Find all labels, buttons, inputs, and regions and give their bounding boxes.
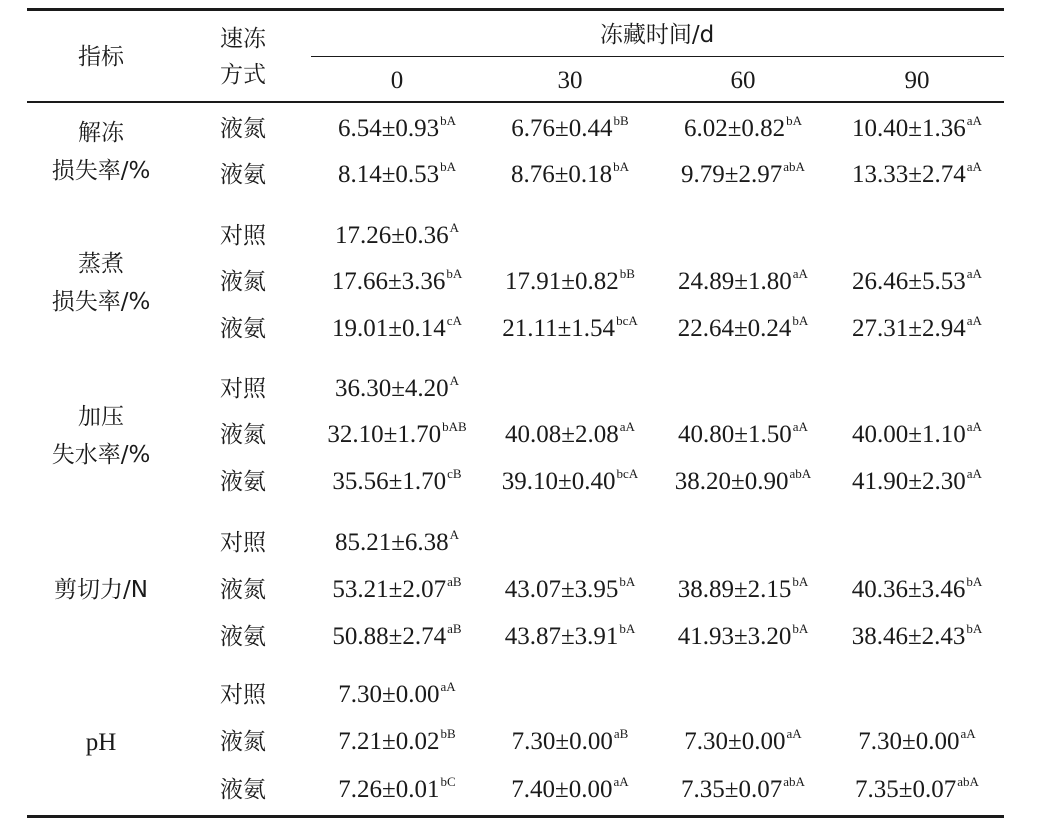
- value-cell: [681, 775, 805, 805]
- value-text: 21.11±1.54: [502, 315, 616, 342]
- significance-letter: bA: [792, 621, 809, 636]
- value-text: 38.89±2.15: [677, 576, 792, 603]
- value-cell: [852, 267, 982, 297]
- value-cell: [852, 114, 982, 144]
- group-label-line: pH: [85, 728, 117, 756]
- header-freeze-method-line2: 方式: [220, 62, 266, 88]
- value-text: 38.20±0.90: [674, 468, 789, 495]
- value-cell: [338, 775, 455, 805]
- header-sub-rule: [311, 56, 1004, 57]
- value-cell: [855, 775, 979, 805]
- significance-letter: aA: [613, 774, 629, 789]
- value-cell: [678, 420, 808, 450]
- significance-letter: cA: [446, 313, 462, 328]
- value-text: 7.40±0.00: [511, 776, 613, 803]
- value-text: 17.91±0.82: [505, 268, 619, 295]
- significance-letter: aB: [447, 574, 462, 589]
- value-text: 40.36±3.46: [851, 576, 966, 603]
- group-label-line: 损失率/%: [51, 158, 151, 184]
- value-text: 19.01±0.14: [332, 315, 446, 342]
- value-text: 7.30±0.00: [511, 728, 613, 755]
- value-cell: [678, 575, 809, 605]
- group-label-line: 剪切力/N: [54, 577, 148, 603]
- value-text: 7.35±0.07: [681, 776, 783, 803]
- significance-letter: bA: [446, 266, 463, 281]
- value-cell: [681, 160, 805, 190]
- significance-letter: aA: [786, 726, 802, 741]
- significance-letter: bB: [440, 726, 456, 741]
- value-cell: [852, 467, 982, 497]
- significance-letter: cB: [447, 466, 462, 481]
- header-freeze-method-line1: 速冻: [220, 26, 266, 52]
- value-text: 53.21±2.07: [332, 576, 447, 603]
- freeze-method-cell: 液氮: [220, 577, 266, 603]
- value-cell: [678, 622, 809, 652]
- freeze-method-cell: 液氮: [220, 269, 266, 295]
- value-cell: [335, 221, 459, 251]
- significance-letter: aA: [966, 419, 982, 434]
- value-text: 85.21±6.38: [334, 529, 449, 556]
- significance-letter: bA: [440, 159, 457, 174]
- value-cell: [332, 267, 463, 297]
- value-cell: [852, 160, 982, 190]
- value-cell: [502, 467, 638, 497]
- value-text: 35.56±1.70: [332, 468, 447, 495]
- freeze-method-cell: 对照: [220, 682, 266, 708]
- significance-letter: abA: [789, 466, 812, 481]
- significance-letter: bB: [619, 266, 635, 281]
- value-text: 6.02±0.82: [683, 115, 786, 142]
- significance-letter: bB: [613, 113, 629, 128]
- group-label-line: 蒸煮: [78, 250, 124, 277]
- header-day-60: 60: [730, 67, 756, 94]
- significance-letter: bA: [966, 621, 983, 636]
- significance-letter: aA: [966, 313, 982, 328]
- value-text: 7.30±0.00: [858, 728, 960, 755]
- significance-letter: bA: [440, 113, 457, 128]
- freeze-method-cell: 对照: [220, 223, 266, 249]
- value-text: 40.00±1.10: [852, 421, 966, 448]
- significance-letter: bA: [619, 574, 636, 589]
- value-text: 7.30±0.00: [684, 728, 786, 755]
- freeze-method-cell: 液氮: [220, 116, 266, 142]
- value-cell: [332, 575, 461, 605]
- significance-letter: aA: [966, 159, 982, 174]
- significance-letter: aA: [966, 266, 982, 281]
- value-text: 7.35±0.07: [855, 776, 957, 803]
- value-text: 36.30±4.20: [334, 375, 449, 402]
- value-text: 6.54±0.93: [337, 115, 440, 142]
- significance-letter: bA: [613, 159, 630, 174]
- header-day-30: 30: [557, 67, 583, 94]
- freeze-method-cell: 液氨: [220, 162, 266, 188]
- header-storage-time: [600, 20, 714, 50]
- value-text: 7.21±0.02: [338, 728, 440, 755]
- value-text: 17.66±3.36: [331, 268, 446, 295]
- value-text: 8.14±0.53: [337, 161, 440, 188]
- value-text: 32.10±1.70: [327, 421, 442, 448]
- value-cell: [335, 528, 459, 558]
- value-cell: [684, 727, 801, 757]
- group-label-line: 解冻: [78, 120, 124, 146]
- freeze-method-cell: 液氨: [220, 624, 266, 650]
- header-day-90: 90: [904, 67, 930, 94]
- group-label-line: 损失率/%: [51, 288, 151, 315]
- value-cell: [338, 680, 455, 710]
- significance-letter: A: [449, 373, 460, 388]
- significance-letter: aA: [960, 726, 976, 741]
- significance-letter: abA: [957, 774, 979, 789]
- bottom-rule: [27, 815, 1004, 818]
- value-text: 27.31±2.94: [852, 315, 966, 342]
- value-cell: [338, 727, 455, 757]
- significance-letter: bA: [619, 621, 636, 636]
- significance-letter: bC: [440, 774, 456, 789]
- group-label-line: 失水率/%: [51, 441, 151, 468]
- significance-letter: A: [449, 220, 460, 235]
- value-text: 50.88±2.74: [332, 623, 447, 650]
- value-cell: [332, 622, 461, 652]
- freeze-method-cell: 液氨: [220, 316, 266, 342]
- freeze-method-cell: 对照: [220, 530, 266, 556]
- value-cell: [505, 622, 636, 652]
- value-cell: [332, 467, 461, 497]
- value-cell: [505, 420, 635, 450]
- value-cell: [502, 314, 637, 344]
- value-text: 38.46±2.43: [851, 623, 966, 650]
- value-cell: [852, 575, 983, 605]
- header-day-0: 0: [390, 67, 404, 94]
- significance-letter: bcA: [616, 466, 639, 481]
- value-cell: [335, 374, 459, 404]
- significance-letter: bA: [792, 313, 809, 328]
- significance-letter: aA: [792, 419, 808, 434]
- value-text: 13.33±2.74: [852, 161, 966, 188]
- value-cell: [852, 622, 983, 652]
- value-text: 6.76±0.44: [511, 115, 613, 142]
- value-cell: [858, 727, 975, 757]
- value-text: 7.30±0.00: [338, 681, 440, 708]
- value-cell: [327, 420, 466, 450]
- significance-letter: aA: [966, 466, 982, 481]
- value-text: 43.87±3.91: [504, 623, 619, 650]
- value-cell: [511, 160, 629, 190]
- top-rule: [27, 8, 1004, 11]
- significance-letter: abA: [783, 159, 805, 174]
- freeze-method-cell: 液氮: [220, 729, 266, 755]
- value-cell: [852, 420, 982, 450]
- significance-letter: bA: [792, 574, 809, 589]
- value-text: 40.80±1.50: [678, 421, 792, 448]
- header-indicator: 指标: [78, 44, 124, 70]
- value-text: 40.08±2.08: [505, 421, 619, 448]
- value-cell: [332, 314, 462, 344]
- value-text: 41.90±2.30: [852, 468, 966, 495]
- value-cell: [512, 727, 629, 757]
- value-text: 26.46±5.53: [852, 268, 966, 295]
- header-storage-time-label: 冻藏时间/d: [599, 22, 715, 48]
- value-text: 7.26±0.01: [338, 776, 440, 803]
- value-text: 9.79±2.97: [681, 161, 783, 188]
- value-text: 8.76±0.18: [510, 161, 613, 188]
- significance-letter: bAB: [442, 419, 467, 434]
- value-text: 24.89±1.80: [678, 268, 792, 295]
- value-cell: [852, 314, 982, 344]
- freeze-method-cell: 液氨: [220, 777, 266, 803]
- significance-letter: bcA: [616, 313, 638, 328]
- freeze-method-cell: 液氨: [220, 469, 266, 495]
- value-cell: [511, 775, 628, 805]
- value-cell: [338, 160, 456, 190]
- significance-letter: aA: [966, 113, 982, 128]
- value-text: 22.64±0.24: [677, 315, 792, 342]
- value-cell: [505, 267, 635, 297]
- value-text: 10.40±1.36: [852, 115, 966, 142]
- freeze-method-cell: 液氮: [220, 422, 266, 448]
- value-text: 39.10±0.40: [501, 468, 616, 495]
- significance-letter: aB: [613, 726, 629, 741]
- value-cell: [505, 575, 636, 605]
- value-text: 41.93±3.20: [677, 623, 792, 650]
- significance-letter: aA: [619, 419, 635, 434]
- freeze-method-cell: 对照: [220, 376, 266, 402]
- value-cell: [678, 267, 808, 297]
- significance-letter: bA: [966, 574, 983, 589]
- significance-letter: A: [449, 527, 460, 542]
- significance-letter: aB: [447, 621, 462, 636]
- group-label-line: 加压: [78, 403, 124, 430]
- value-text: 17.26±0.36: [334, 222, 449, 249]
- value-cell: [678, 314, 809, 344]
- value-text: 43.07±3.95: [504, 576, 619, 603]
- value-cell: [684, 114, 802, 144]
- value-cell: [511, 114, 628, 144]
- significance-letter: bA: [786, 113, 803, 128]
- value-cell: [338, 114, 456, 144]
- header-rule: [27, 101, 1004, 103]
- significance-letter: abA: [783, 774, 805, 789]
- value-cell: [675, 467, 811, 497]
- significance-letter: aA: [792, 266, 808, 281]
- significance-letter: aA: [440, 679, 456, 694]
